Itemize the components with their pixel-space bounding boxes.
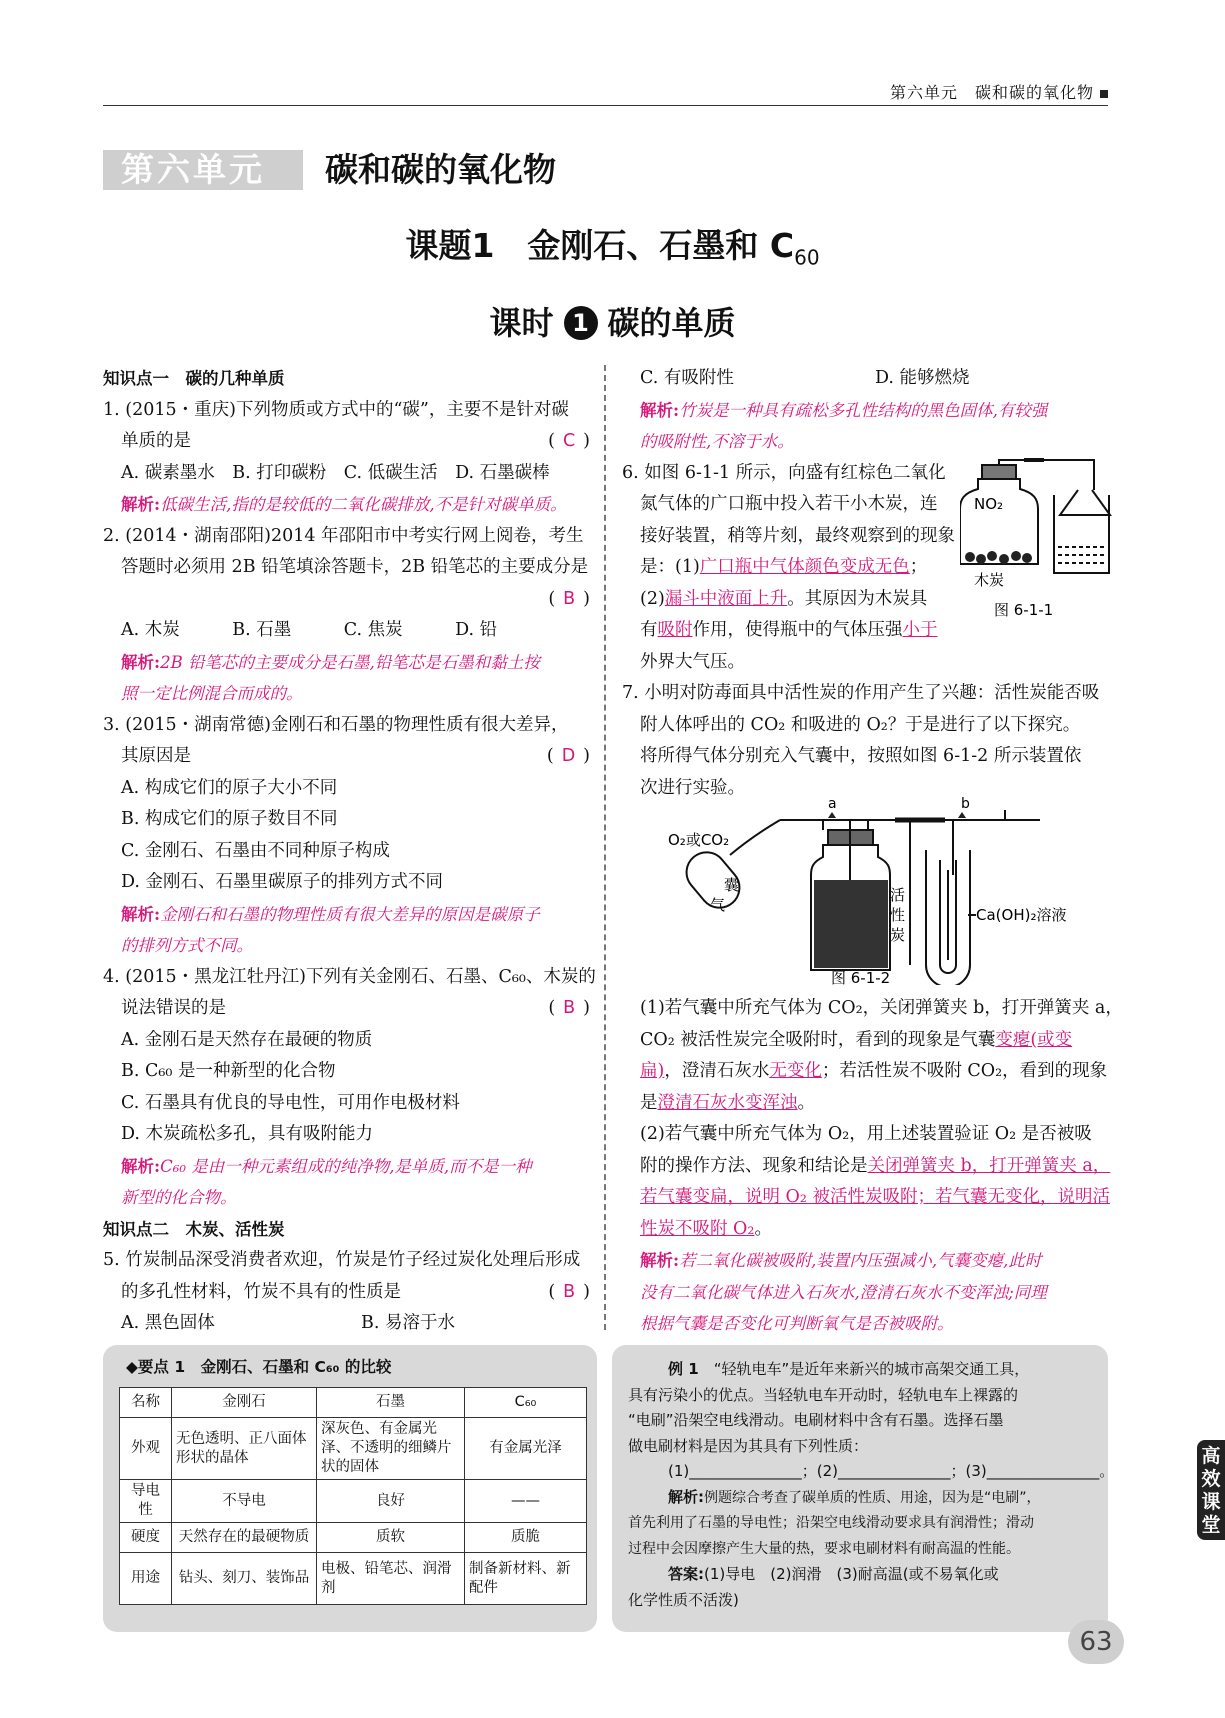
answer-2: ( B ) xyxy=(548,588,590,609)
svg-text:O₂或CO₂: O₂或CO₂ xyxy=(668,831,730,849)
table-row: 外观 无色透明、正八面体形状的晶体 深灰色、有金属光泽、不透明的细鳞片状的固体 有金属光泽 xyxy=(120,1418,587,1480)
explanation-3: 解析:金刚石和石墨的物理性质有很大差异的原因是碳原子 xyxy=(121,904,540,924)
answer-4: ( B ) xyxy=(548,998,590,1018)
explanation-1: 解析:低碳生活,指的是较低的二氧化碳排放,不是针对碳单质。 xyxy=(121,495,567,514)
options-1: A. 碳素墨水 B. 打印碳粉 C. 低碳生活 D. 石墨碳棒 xyxy=(121,462,550,483)
column-divider xyxy=(604,365,606,1330)
answer-blanks: (1)_______________；(2)_______________；(3)_______________。 xyxy=(668,1462,1115,1480)
question-6: 6. 如图 6-1-1 所示，向盛有红棕色二氧化 xyxy=(622,462,946,483)
side-tab: 高效课堂 xyxy=(1197,1440,1225,1540)
example-panel: 例 1 “轻轨电车”是近年来新兴的城市高架交通工具， 具有污染小的优点。当轻轨电车开动时，轻轨电车上裸露的 “电刷”沿架空电线滑动。电刷材料中含有石墨。选择石墨 做电刷材料是因为其具有下列性质： (1)_______________；(2)_______________；(3)_______________。 解析:例题综合考查了碳单质的性质、用途，因为是“电刷”， 首先利用了石墨的导电性；沿架空电线滑动要求具有润滑性；滑动 过程中会因摩擦产生大量的热，要求电刷材料有耐高温的性能。 答案:(1)导电 (2)润滑 (3)耐高温(或不易氧化或 化学性质不活泼) xyxy=(612,1345,1108,1632)
left-column: 知识点一 碳的几种单质 1. (2015・重庆)下列物质或方式中的“碳”，主要不是针对碳 单质的是 ( C ) A. 碳素墨水 B. 打印碳粉 C. 低碳生活 D. 石墨碳棒 解析:低碳生活,指的是较低的二氧化碳排放,不是针对碳单质。 2. (2014・湖南邵阳)2014 年邵阳市中考实行网上阅卷，考生 答题时必须用 2B 铅笔填涂答题卡，2B 铅笔芯的主要成分是 ( B ) A. 木炭 B. 石墨 C. 焦炭 D. 铅 解析:2B 铅笔芯的主要成分是石墨,铅笔芯是石墨和黏土按 照一定比例混合而成的。 3. (2015・湖南常德)金刚石和石墨的物理性质有很大差异， 其原因是 ( D ) A. 构成它们的原子大小不同 B. 构成它们的原子数目不同 C. 金刚石、石墨由不同种原子构成 D. 金刚石、石墨里碳原子的排列方式不同 解析:金刚石和石墨的物理性质有很大差异的原因是碳原子 的排列方式不同。 4. (2015・黑龙江牡丹江)下列有关金刚石、石墨、C₆₀、木炭的 说法错误的是 ( B ) A. 金刚石是天然存在最硬的物质 B. C₆₀ 是一种新型的化合物 C. 石墨具有优良的导电性，可用作电极材料 D. 木炭疏松多孔，具有吸附能力 解析:C₆₀ 是由一种元素组成的纯净物,是单质,而不是一种 新型的化合物。 知识点二 木炭、活性炭 5. 竹炭制品深受消费者欢迎，竹炭是竹子经过炭化处理后形成 的多孔性材料，竹炭不具有的性质是 ( B ) A. 黑色固体 B. 易溶于水 xyxy=(103,363,590,1340)
figure-6-1-2 xyxy=(668,790,1108,985)
svg-text:b: b xyxy=(961,796,970,812)
svg-text:炭: 炭 xyxy=(890,926,906,944)
svg-text:图 6-1-2: 图 6-1-2 xyxy=(831,969,891,985)
explanation-2: 解析:2B 铅笔芯的主要成分是石墨,铅笔芯是石墨和黏土按 xyxy=(121,652,540,672)
square-bullet-icon xyxy=(1100,90,1108,98)
unit-label: 第六单元 xyxy=(103,150,303,190)
right-column: C. 有吸附性 D. 能够燃烧 解析:竹炭是一种具有疏松多孔性结构的黑色固体,有较强 的吸附性,不溶于水。 6. 如图 6-1-1 所示，向盛有红棕色二氧化 氮气体的广口瓶中投入若干小木炭，连 接好装置，稍等片刻，最终观察到的现象 是：(1)广口瓶中气体颜色变成无色； (2)漏斗中液面上升。其原因为木炭具 有吸附作用，使得瓶中的气体压强小于 外界大气压。 7. 小明对防毒面具中活性炭的作用产生了兴趣：活性炭能否吸 附人体呼出的 CO₂ 和吸进的 O₂？于是进行了以下探究。 将所得气体分别充入气囊中，按照如图 6-1-2 所示装置依 次进行实验。 (1)若气囊中所充气体为 CO₂，关闭弹簧夹 b，打开弹簧夹 a， CO₂ 被活性炭完全吸附时，看到的现象是气囊变瘪(或变 扁)，澄清石灰水无变化；若活性炭不吸附 CO₂，看到的现象 是澄清石灰水变浑浊。 (2)若气囊中所充气体为 O₂，用上述装置验证 O₂ 是否被吸 附的操作方法、现象和结论是关闭弹簧夹 b，打开弹簧夹 a， 若气囊变扁，说明 O₂ 被活性炭吸附；若气囊无变化，说明活 性炭不吸附 O₂。 解析:若二氧化碳被吸附,装置内压强减小,气囊变瘪,此时 没有二氧化碳气体进入石灰水,澄清石灰水不变浑浊;同理 根据气囊是否变化可判断氧气是否被吸附。 xyxy=(622,368,1123,1333)
section-heading: 知识点二 木炭、活性炭 xyxy=(103,1219,285,1239)
unit-title: 碳和碳的氧化物 xyxy=(325,150,556,189)
svg-text:活: 活 xyxy=(890,886,906,904)
question-3: 3. (2015・湖南常德)金刚石和石墨的物理性质有很大差异， xyxy=(103,714,569,735)
running-header: 第六单元 碳和碳的氧化物 xyxy=(103,80,1108,106)
answer-3: ( D ) xyxy=(546,746,590,766)
period-number-badge: 1 xyxy=(564,306,598,340)
svg-text:Ca(OH)₂溶液: Ca(OH)₂溶液 xyxy=(976,906,1067,924)
question-2: 2. (2014・湖南邵阳)2014 年邵阳市中考实行网上阅卷，考生 xyxy=(103,525,584,546)
lesson-title: 课题1 金刚石、石墨和 $C_{60}$ xyxy=(405,226,820,270)
table-row: 用途 钻头、刻刀、装饰品 电极、铅笔芯、润滑剂 制备新材料、新配件 xyxy=(120,1553,587,1605)
page-number: 63 xyxy=(1068,1620,1124,1664)
options-2: A. 木炭 B. 石墨 C. 焦炭 D. 铅 xyxy=(121,620,498,640)
svg-text:a: a xyxy=(828,796,837,812)
period-title: 课时 1 碳的单质 xyxy=(489,304,736,342)
answer-1: ( C ) xyxy=(548,431,590,451)
keypoint-panel xyxy=(103,1345,597,1632)
explanation-4: 解析:C₆₀ 是由一种元素组成的纯净物,是单质,而不是一种 xyxy=(121,1156,532,1176)
keypoint-title: ◆要点 1 金刚石、石墨和 C₆₀ 的比较 xyxy=(126,1358,392,1376)
svg-text:囊: 囊 xyxy=(724,876,740,894)
answer-5: ( B ) xyxy=(548,1281,590,1302)
question-7: 7. 小明对防毒面具中活性炭的作用产生了兴趣：活性炭能否吸 xyxy=(622,683,1100,703)
question-5: 5. 竹炭制品深受消费者欢迎，竹炭是竹子经过炭化处理后形成 xyxy=(103,1250,581,1270)
question-1: 1. (2015・重庆)下列物质或方式中的“碳”，主要不是针对碳 xyxy=(103,399,569,420)
table-row: 硬度 天然存在的最硬物质 质软 质脆 xyxy=(120,1523,587,1553)
explanation-7: 解析:若二氧化碳被吸附,装置内压强减小,气囊变瘪,此时 xyxy=(640,1251,1042,1270)
svg-text:气: 气 xyxy=(710,896,726,914)
figure-6-1-1 xyxy=(960,455,1115,625)
comparison-table xyxy=(119,1387,587,1605)
svg-text:图 6-1-1: 图 6-1-1 xyxy=(994,601,1054,619)
svg-text:性: 性 xyxy=(890,906,906,924)
explanation-5: 解析:竹炭是一种具有疏松多孔性结构的黑色固体,有较强 xyxy=(640,400,1048,420)
question-4: 4. (2015・黑龙江牡丹江)下列有关金刚石、石墨、C₆₀、木炭的 xyxy=(103,966,596,987)
svg-text:NO₂: NO₂ xyxy=(974,495,1004,513)
table-header-row: 名称 金刚石 石墨 C₆₀ xyxy=(120,1388,587,1418)
section-heading: 知识点一 碳的几种单质 xyxy=(103,369,285,388)
table-row: 导电性 不导电 良好 —— xyxy=(120,1480,587,1523)
svg-text:木炭: 木炭 xyxy=(974,571,1005,589)
